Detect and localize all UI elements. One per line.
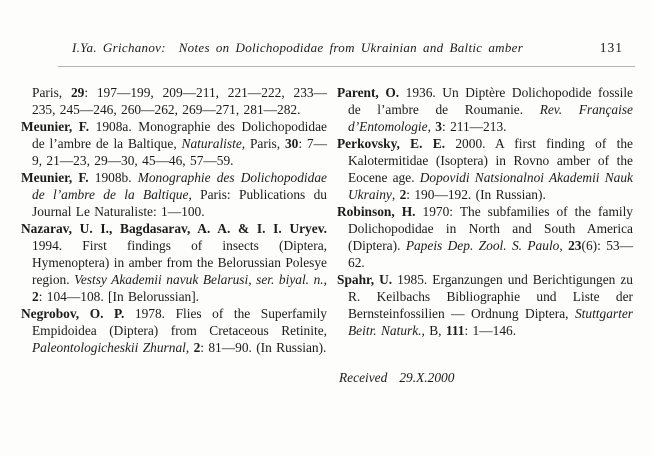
reference-segment-plain: : 190—192. (In Russian). xyxy=(406,187,546,202)
reference-segment-plain: : 81—90. (In Russian). xyxy=(200,340,327,355)
reference-entry xyxy=(337,135,633,203)
reference-segment-plain: 1936. Un Diptère Dolichopodide fossile de l’ambre de Roumanie. xyxy=(348,85,634,117)
reference-segment-plain: : 1—146. xyxy=(464,323,517,338)
reference-segment-italic: Dopovidi Natsionalnoi Akademii Nauk Ukrainy xyxy=(348,170,633,202)
reference-segment-plain: Paris, xyxy=(32,85,71,100)
references-column-right xyxy=(337,84,633,386)
reference-segment-bold: 29 xyxy=(70,85,85,100)
reference-segment-plain: : 104—108. [In Belorussian]. xyxy=(38,289,200,304)
reference-segment-plain: 1908b. xyxy=(88,170,138,185)
reference-segment-plain: 1985. Erganzungen und Berichtigungen zu R. Keilbachs Bibliographie und Liste der Bernsteinfossilien — Ordnung Diptera, xyxy=(348,272,634,321)
reference-segment-bold: Meunier, F. xyxy=(21,170,89,185)
reference-entry xyxy=(21,305,327,356)
reference-entry xyxy=(337,203,633,271)
references-column-left xyxy=(21,84,327,386)
header-rule xyxy=(58,66,635,67)
reference-segment-bold: Spahr, U. xyxy=(337,272,393,287)
reference-segment-plain: , xyxy=(559,238,569,253)
reference-segment-bold: Perkovsky, E. E. xyxy=(337,136,446,151)
reference-segment-italic: Naturaliste xyxy=(181,136,242,151)
reference-segment-bold: 30 xyxy=(284,136,299,151)
reference-segment-plain: , Paris: Publications du Journal Le Naturaliste: 1—100. xyxy=(32,187,327,219)
page-number: 131 xyxy=(599,40,623,55)
reference-segment-italic: Papeis Dep. Zool. S. Paulo xyxy=(405,238,560,253)
reference-segment-plain: 1994. First findings of insects (Diptera, Hymenoptera) in amber from the Belorussian Polesye region. xyxy=(32,238,327,287)
reference-segment-plain: 2000. A first finding of the Kalotermitidae (Isoptera) in Rovno amber of the Eocene age. xyxy=(348,136,633,185)
reference-segment-bold: Meunier, F. xyxy=(21,119,90,134)
reference-segment-bold: 23 xyxy=(568,238,582,253)
reference-segment-plain: , Paris, xyxy=(241,136,285,151)
reference-segment-plain: , B, xyxy=(421,323,446,338)
reference-segment-plain: , xyxy=(323,272,327,287)
reference-segment-italic: Stuttgarter Beitr. Naturk. xyxy=(348,306,633,338)
reference-segment-italic: Vestsy Akademii navuk Belarusi, ser. biyal. n. xyxy=(74,272,324,287)
reference-segment-plain: : 197—199, 209—211, 221—222, 233—235, 245—246, 260—262, 269—271, 281—282. xyxy=(32,85,327,117)
reference-segment-plain: , xyxy=(185,340,194,355)
reference-segment-plain: 1908a. Monographie des Dolichopodidae de l’ambre de la Baltique, xyxy=(32,119,327,151)
reference-entry xyxy=(21,84,327,118)
reference-segment-plain: 1978. Flies of the Superfamily Empidoidea (Diptera) from Cretaceous Retinite, xyxy=(32,306,327,338)
running-title: I.Ya. Grichanov: Notes on Dolichopodidae from Ukrainian and Baltic amber xyxy=(72,40,524,55)
references-section xyxy=(21,84,633,386)
reference-segment-plain: (6): 53—62. xyxy=(348,238,633,270)
reference-segment-bold: 2 xyxy=(399,187,407,202)
reference-entry xyxy=(337,271,633,339)
reference-segment-bold: 2 xyxy=(32,289,39,304)
received-note: Received 29.X.2000 xyxy=(339,370,455,385)
reference-segment-plain: , xyxy=(427,119,436,134)
reference-segment-plain: : 7—9, 21—23, 29—30, 45—46, 57—59. xyxy=(32,136,327,168)
reference-segment-italic: Paleontologicheskii Zhurnal xyxy=(32,340,186,355)
reference-segment-bold: 2 xyxy=(193,340,201,355)
reference-entry xyxy=(21,220,327,305)
reference-segment-bold: 111 xyxy=(445,323,465,338)
reference-segment-italic: Monographie des Dolichopodidae de l’ambre de la Baltique xyxy=(32,170,327,202)
reference-entry xyxy=(337,84,633,135)
reference-entry xyxy=(21,118,327,169)
reference-segment-plain: 1970: The subfamilies of the family Dolichopodidae in North and South America (Diptera). xyxy=(348,204,633,253)
reference-segment-bold: Parent, O. xyxy=(337,85,400,100)
reference-entry xyxy=(21,169,327,220)
reference-segment-bold: Nazarav, U. I., Bagdasarav, A. A. & I. I. Uryev. xyxy=(21,221,327,236)
reference-segment-bold: 3 xyxy=(435,119,442,134)
reference-segment-plain: : 211—213. xyxy=(442,119,507,134)
reference-segment-italic: Rev. Française d’Entomologie xyxy=(348,102,633,134)
reference-segment-bold: Negrobov, O. P. xyxy=(21,306,125,321)
reference-segment-bold: Robinson, H. xyxy=(337,204,416,219)
reference-segment-plain: , xyxy=(391,187,400,202)
